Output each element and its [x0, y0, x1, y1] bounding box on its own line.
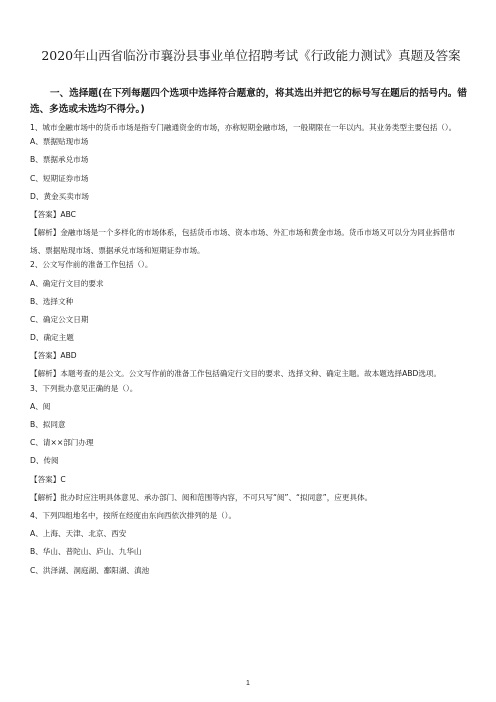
text-line: D、传阅: [30, 456, 59, 466]
text-line: B、拟同意: [30, 420, 66, 429]
text-line: 3、下列批办意见正确的是（）。: [30, 383, 138, 393]
text-line: A、上海、天津、北京、西安: [30, 529, 127, 539]
text-line: C、洪泽湖、洞庭湖、鄱阳湖、滇池: [30, 565, 150, 575]
text-line: 2、公文写作前的准备工作包括（）。: [30, 260, 153, 270]
explanation-line: 【解析】金融市场是一个多样化的市场体系，包括货币市场、资本市场、外汇市场和黄金市场。货币市场又可以分为同业拆借市场、票据贴现市场、票据承兑市场和短期证券市场。: [30, 228, 456, 256]
text-line: B、票据承兑市场: [30, 155, 89, 165]
document-title: 2020年山西省临汾市襄汾县事业单位招聘考试《行政能力测试》真题及答案: [41, 48, 461, 63]
text-line: C、确定公文日期: [30, 314, 89, 324]
section-heading: 一、选择题(在下列每题四个选项中选择符合题意的，将其选出并把它的标号写在题后的括号内。错选、多选或未选均不得分。): [30, 88, 467, 115]
text-line: A、阅: [30, 401, 51, 411]
answer-line: 【答案】ABC: [30, 209, 76, 219]
text-line: D、确定主题: [30, 333, 74, 343]
answer-line: 【答案】ABD: [30, 351, 77, 361]
text-line: B、华山、普陀山、庐山、九华山: [30, 547, 142, 557]
text-line: 1、城市金融市场中的货币市场是指专门融通资金的市场，亦称短期金融市场，一般期限在一年以内。其业务类型主要包括（）。: [30, 123, 457, 132]
text-line: 4、下列四组地名中，按所在经度由东向西依次排列的是（）。: [30, 510, 237, 520]
text-line: A、确定行文目的要求: [30, 278, 104, 288]
answer-line: 【答案】C: [30, 474, 66, 484]
text-line: C、请××部门办理: [30, 438, 94, 448]
text-line: D、黄金买卖市场: [30, 191, 90, 201]
explanation-line: 【解析】批办时应注明具体意见、承办部门、阅和范围等内容，不可只写“阅”、“拟同意”，应更具体。: [30, 492, 373, 502]
text-line: B、选择文种: [30, 296, 74, 306]
text-line: A、票据贴现市场: [30, 137, 89, 147]
page-number: 1: [246, 680, 250, 687]
explanation-line: 【解析】本题考查的是公文。公文写作前的准备工作包括确定行文目的要求、选择文种、确定主题。故本题选择ABD选项。: [30, 369, 442, 379]
question-body: [30, 123, 470, 584]
text-line: C、短期证券市场: [30, 173, 89, 183]
